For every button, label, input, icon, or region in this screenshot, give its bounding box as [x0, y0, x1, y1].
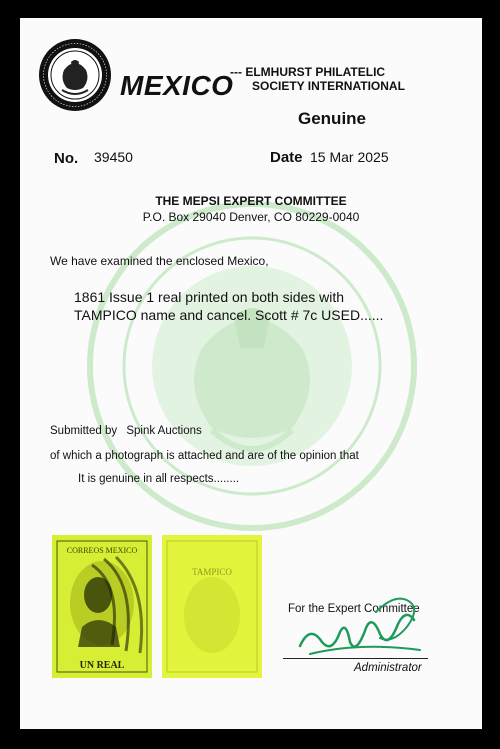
society-line-2: SOCIETY INTERNATIONAL: [252, 79, 405, 93]
submitted-by: [50, 425, 202, 437]
administrator-label: Administrator: [354, 662, 422, 674]
stamp-description: [74, 288, 383, 324]
cert-number-label: No.: [54, 150, 79, 167]
cert-number: 39450: [94, 149, 133, 165]
submitted-by-label: Submitted by: [50, 425, 118, 437]
examined-statement: We have examined the enclosed Mexico,: [50, 254, 269, 268]
stamp-back-image: [162, 535, 262, 678]
genuine-statement: It is genuine in all respects........: [78, 473, 240, 485]
stamp-front-bottom-text: UN REAL: [79, 660, 125, 671]
country-title: MEXICO: [120, 70, 234, 101]
stamp-photo-front: [52, 535, 152, 678]
signature-icon: [280, 584, 430, 664]
verdict-heading: Genuine: [298, 109, 367, 128]
submitter-name: Spink Auctions: [126, 425, 202, 437]
cert-date: 15 Mar 2025: [310, 149, 389, 165]
description-line-2: TAMPICO name and cancel. Scott # 7c USED......: [74, 307, 384, 323]
certificate: [20, 18, 482, 729]
stamp-front-image: [52, 535, 152, 678]
committee-name: THE MEPSI EXPERT COMMITTEE: [155, 194, 347, 208]
date-label: Date: [270, 149, 303, 166]
stamp-back-text: TAMPICO: [192, 567, 232, 577]
signature-line: [283, 658, 428, 659]
society-name: [230, 65, 405, 93]
expert-committee-caption: For the Expert Committee: [288, 603, 420, 615]
stamp-photo-back: [162, 535, 262, 678]
description-line-1: 1861 Issue 1 real printed on both sides with: [74, 289, 345, 305]
society-line-1: --- ELMHURST PHILATELIC: [230, 65, 386, 79]
committee-address: P.O. Box 29040 Denver, CO 80229-0040: [142, 210, 360, 224]
society-seal-icon: [38, 38, 112, 112]
opinion-statement: of which a photograph is attached and are of the opinion that: [50, 450, 359, 462]
stamp-front-top-text: CORREOS MEXICO: [66, 546, 138, 555]
